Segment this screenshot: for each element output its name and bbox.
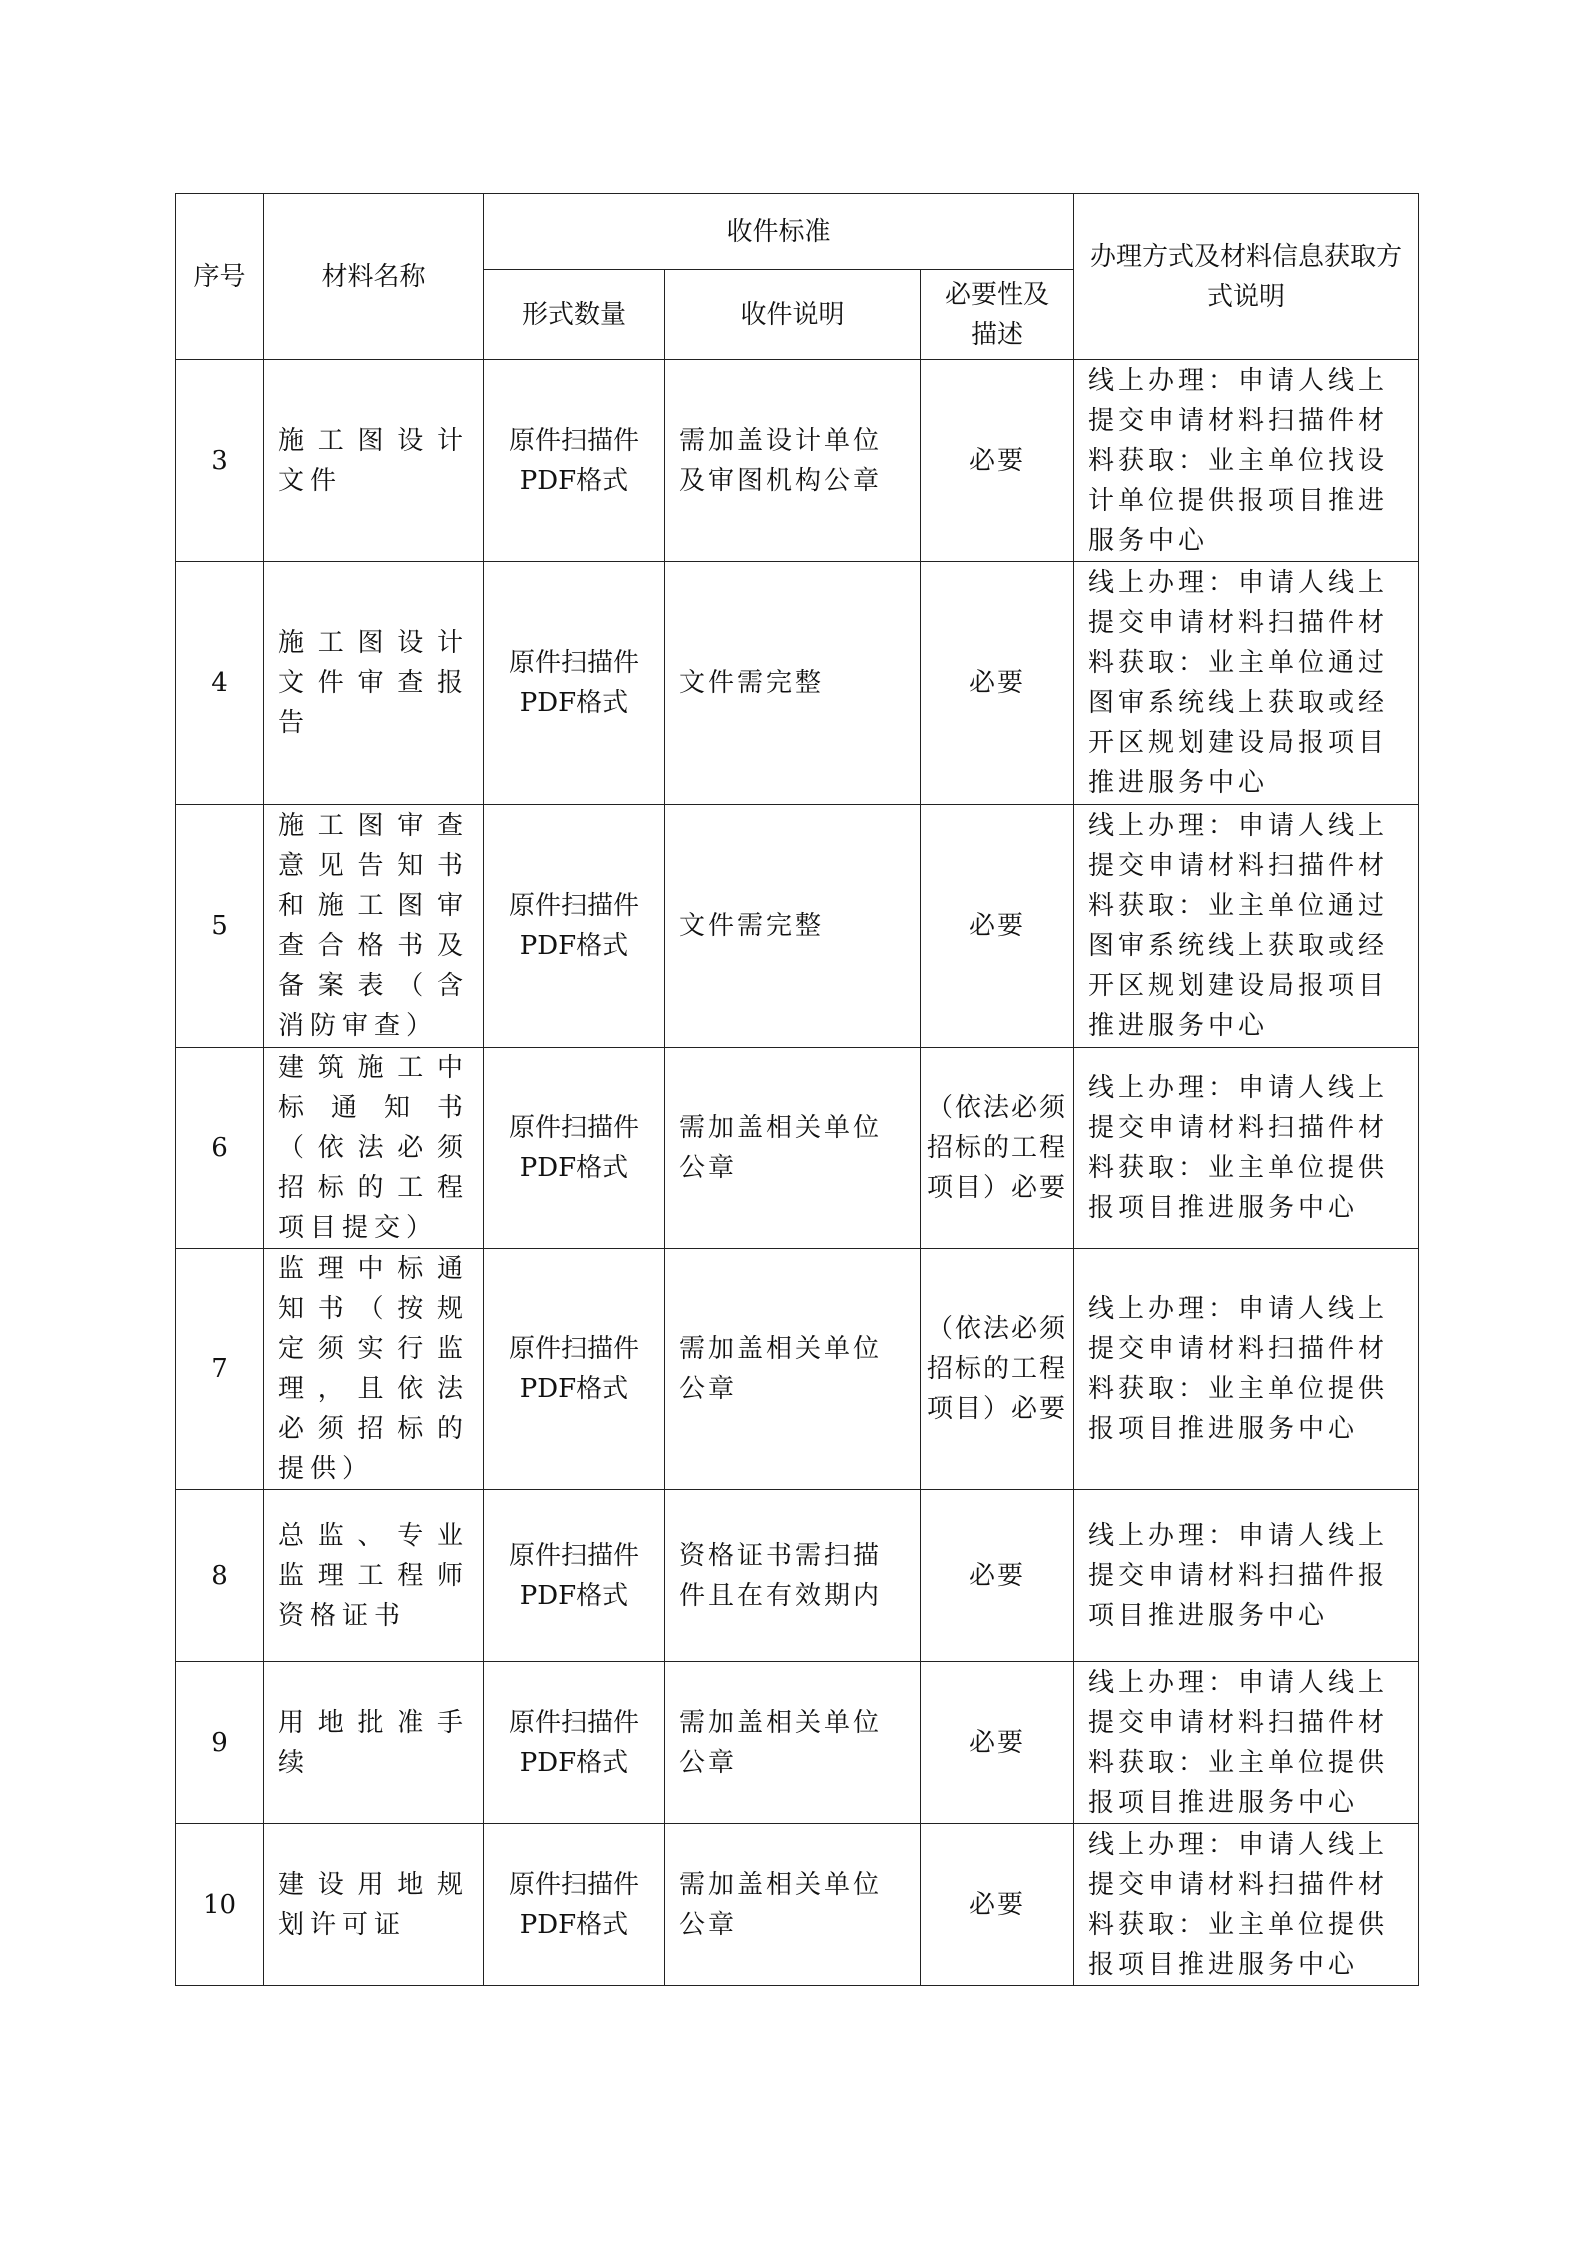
form-quantity: 原件扫描件 PDF格式 bbox=[484, 1662, 665, 1824]
header-material-name: 材料名称 bbox=[264, 194, 484, 360]
table-row bbox=[176, 1490, 1419, 1662]
row-index: 7 bbox=[176, 1249, 264, 1490]
requirement: 必要 bbox=[921, 1490, 1074, 1662]
requirement: 必要 bbox=[921, 805, 1074, 1048]
receipt-note: 需加盖相关单位公章 bbox=[665, 1662, 921, 1824]
receipt-note: 资格证书需扫描件且在有效期内 bbox=[665, 1490, 921, 1662]
header-required bbox=[921, 270, 1074, 360]
form-quantity: 原件扫描件 PDF格式 bbox=[484, 1048, 665, 1249]
receipt-note: 文件需完整 bbox=[665, 562, 921, 805]
table-row bbox=[176, 562, 1419, 805]
row-index: 9 bbox=[176, 1662, 264, 1824]
form-quantity: 原件扫描件 PDF格式 bbox=[484, 562, 665, 805]
table-row bbox=[176, 1249, 1419, 1490]
material-name: 建设用地规划许可证 bbox=[264, 1824, 484, 1986]
handling-method: 线上办理：申请人线上提交申请材料扫描件材料获取：业主单位通过图审系统线上获取或经开区规划建设局报项目推进服务中心 bbox=[1074, 805, 1419, 1048]
header-standard: 收件标准 bbox=[484, 194, 1074, 270]
material-name: 施工图审查意见告知书和施工图审查合格书及备案表（含消防审查） bbox=[264, 805, 484, 1048]
requirement: 必要 bbox=[921, 562, 1074, 805]
requirement: 必要 bbox=[921, 1824, 1074, 1986]
receipt-note: 需加盖设计单位及审图机构公章 bbox=[665, 360, 921, 562]
requirement: 必要 bbox=[921, 360, 1074, 562]
handling-method: 线上办理：申请人线上提交申请材料扫描件材料获取：业主单位通过图审系统线上获取或经开区规划建设局报项目推进服务中心 bbox=[1074, 562, 1419, 805]
header-note: 收件说明 bbox=[665, 270, 921, 360]
material-name: 施工图设计文件 bbox=[264, 360, 484, 562]
requirement: 必要 bbox=[921, 1662, 1074, 1824]
row-index: 6 bbox=[176, 1048, 264, 1249]
handling-method: 线上办理：申请人线上提交申请材料扫描件材料获取：业主单位提供报项目推进服务中心 bbox=[1074, 1824, 1419, 1986]
form-quantity: 原件扫描件 PDF格式 bbox=[484, 1249, 665, 1490]
form-quantity: 原件扫描件 PDF格式 bbox=[484, 1490, 665, 1662]
table-row bbox=[176, 1048, 1419, 1249]
table-body bbox=[176, 360, 1419, 1986]
receipt-note: 需加盖相关单位公章 bbox=[665, 1048, 921, 1249]
header-form: 形式数量 bbox=[484, 270, 665, 360]
handling-method: 线上办理：申请人线上提交申请材料扫描件报项目推进服务中心 bbox=[1074, 1490, 1419, 1662]
receipt-note: 文件需完整 bbox=[665, 805, 921, 1048]
header-index: 序号 bbox=[176, 194, 264, 360]
material-name: 总监、专业监理工程师资格证书 bbox=[264, 1490, 484, 1662]
header-method bbox=[1074, 194, 1419, 360]
header-required-text: 必要性及描述 bbox=[945, 279, 1050, 350]
requirement: （依法必须招标的工程项目）必要 bbox=[921, 1249, 1074, 1490]
material-name: 用地批准手续 bbox=[264, 1662, 484, 1824]
table-row bbox=[176, 360, 1419, 562]
table-row bbox=[176, 1824, 1419, 1986]
handling-method: 线上办理：申请人线上提交申请材料扫描件材料获取：业主单位找设计单位提供报项目推进服务中心 bbox=[1074, 360, 1419, 562]
header-method-text: 办理方式及材料信息获取方式说明 bbox=[1090, 241, 1403, 312]
row-index: 8 bbox=[176, 1490, 264, 1662]
form-quantity: 原件扫描件 PDF格式 bbox=[484, 805, 665, 1048]
receipt-note: 需加盖相关单位公章 bbox=[665, 1249, 921, 1490]
table-row bbox=[176, 805, 1419, 1048]
handling-method: 线上办理：申请人线上提交申请材料扫描件材料获取：业主单位提供报项目推进服务中心 bbox=[1074, 1249, 1419, 1490]
handling-method: 线上办理：申请人线上提交申请材料扫描件材料获取：业主单位提供报项目推进服务中心 bbox=[1074, 1662, 1419, 1824]
material-name: 建筑施工中标通知书（依法必须招标的工程项目提交） bbox=[264, 1048, 484, 1249]
handling-method: 线上办理：申请人线上提交申请材料扫描件材料获取：业主单位提供报项目推进服务中心 bbox=[1074, 1048, 1419, 1249]
receipt-note: 需加盖相关单位公章 bbox=[665, 1824, 921, 1986]
row-index: 3 bbox=[176, 360, 264, 562]
header-row-top bbox=[176, 194, 1419, 270]
row-index: 10 bbox=[176, 1824, 264, 1986]
material-name: 监理中标通知书（按规定须实行监理，且依法必须招标的提供） bbox=[264, 1249, 484, 1490]
form-quantity: 原件扫描件 PDF格式 bbox=[484, 360, 665, 562]
materials-table bbox=[175, 193, 1419, 1986]
requirement: （依法必须招标的工程项目）必要 bbox=[921, 1048, 1074, 1249]
row-index: 4 bbox=[176, 562, 264, 805]
material-name: 施工图设计文件审查报告 bbox=[264, 562, 484, 805]
form-quantity: 原件扫描件 PDF格式 bbox=[484, 1824, 665, 1986]
table-row bbox=[176, 1662, 1419, 1824]
row-index: 5 bbox=[176, 805, 264, 1048]
